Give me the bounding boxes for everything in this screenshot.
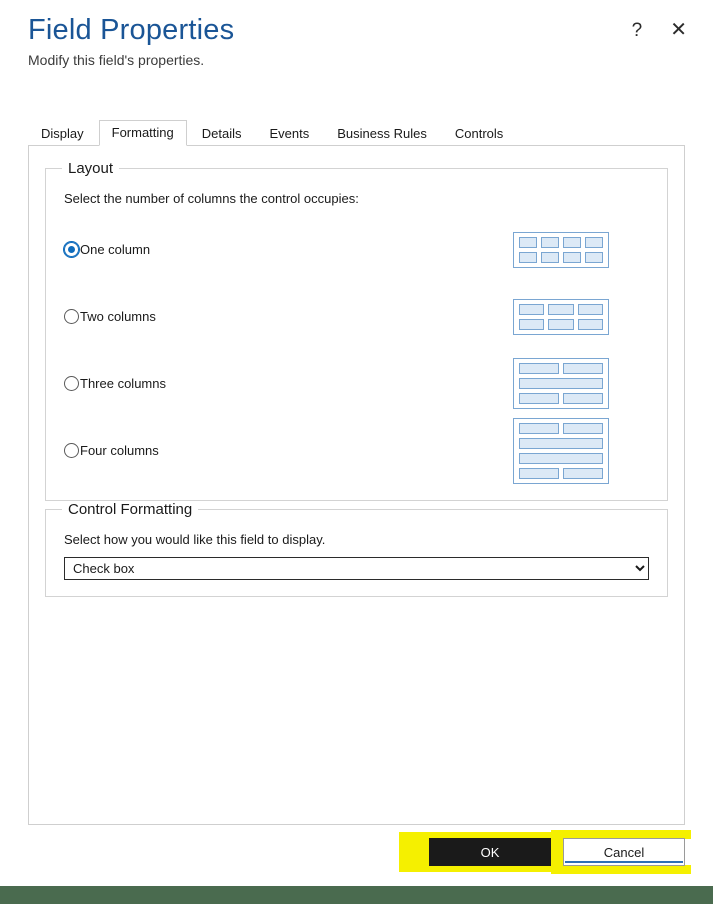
preview-cell — [519, 453, 603, 464]
preview-cell — [563, 393, 603, 404]
tab-events[interactable]: Events — [269, 126, 310, 142]
layout-option-four-columns[interactable] — [60, 417, 653, 484]
radio-icon-two-columns[interactable] — [64, 309, 79, 324]
preview-row — [519, 237, 603, 248]
layout-option-four-columns-label[interactable] — [64, 443, 513, 458]
layout-option-three-columns[interactable] — [60, 350, 653, 417]
header-button-group — [628, 18, 691, 42]
cancel-button[interactable]: Cancel — [563, 838, 685, 866]
layout-preview-two-columns — [513, 299, 609, 335]
ok-button[interactable]: OK — [429, 838, 551, 866]
preview-cell — [578, 304, 603, 315]
preview-row — [519, 468, 603, 479]
dialog-header — [0, 0, 713, 68]
preview-cell — [519, 393, 559, 404]
layout-option-one-column[interactable] — [60, 216, 653, 283]
layout-preview-three-columns — [513, 358, 609, 409]
highlight-cancel-bottom — [551, 865, 691, 874]
control-formatting-select[interactable] — [64, 557, 649, 580]
control-formatting-hint: Select how you would like this field to display. — [64, 532, 326, 548]
layout-option-one-column-text: One column — [80, 242, 151, 258]
layout-option-three-columns-text: Three columns — [80, 376, 166, 392]
help-icon[interactable]: ? — [628, 19, 647, 42]
tab-details[interactable]: Details — [201, 126, 242, 142]
radio-icon-four-columns[interactable] — [64, 443, 79, 458]
control-formatting-group — [45, 501, 668, 597]
preview-row — [519, 304, 603, 315]
preview-cell — [563, 423, 603, 434]
preview-row — [519, 438, 603, 449]
page-subtitle: Modify this field's properties. — [28, 52, 205, 69]
layout-option-two-columns-text: Two columns — [80, 309, 156, 325]
tab-panel-formatting — [28, 146, 685, 825]
layout-group-hint: Select the number of columns the control occupies: — [64, 191, 359, 207]
layout-option-two-columns[interactable] — [60, 283, 653, 350]
preview-cell — [548, 304, 573, 315]
preview-cell — [519, 438, 603, 449]
preview-cell — [519, 319, 544, 330]
preview-row — [519, 252, 603, 263]
preview-cell — [548, 319, 573, 330]
preview-cell — [519, 363, 559, 374]
preview-cell — [563, 363, 603, 374]
tab-business-rules[interactable]: Business Rules — [337, 126, 427, 142]
layout-option-three-columns-label[interactable] — [64, 376, 513, 391]
preview-cell — [519, 378, 603, 389]
preview-cell — [585, 237, 603, 248]
preview-cell — [585, 252, 603, 263]
preview-cell — [578, 319, 603, 330]
close-icon[interactable]: ✕ — [666, 18, 691, 42]
dialog-footer — [0, 832, 713, 872]
preview-cell — [519, 252, 537, 263]
tab-formatting[interactable]: Formatting — [99, 120, 187, 146]
preview-cell — [563, 237, 581, 248]
preview-cell — [541, 237, 559, 248]
preview-cell — [519, 468, 559, 479]
layout-group — [45, 160, 668, 501]
preview-row — [519, 363, 603, 374]
preview-row — [519, 393, 603, 404]
tab-display[interactable]: Display — [41, 126, 84, 142]
layout-option-two-columns-label[interactable] — [64, 309, 513, 324]
preview-row — [519, 453, 603, 464]
taskbar — [0, 886, 713, 904]
preview-row — [519, 423, 603, 434]
layout-option-four-columns-text: Four columns — [80, 443, 159, 459]
layout-group-legend: Layout — [68, 160, 114, 178]
preview-cell — [519, 237, 537, 248]
cancel-underline — [565, 861, 683, 863]
preview-cell — [519, 423, 559, 434]
preview-cell — [563, 468, 603, 479]
tab-strip — [28, 120, 685, 146]
preview-cell — [519, 304, 544, 315]
radio-icon-three-columns[interactable] — [64, 376, 79, 391]
control-formatting-select-wrap — [64, 557, 649, 580]
cancel-button-slot — [563, 838, 685, 866]
preview-row — [519, 319, 603, 330]
layout-preview-four-columns — [513, 418, 609, 484]
control-formatting-legend: Control Formatting — [68, 501, 193, 519]
preview-cell — [563, 252, 581, 263]
ok-button-slot — [429, 838, 551, 866]
tab-area — [28, 120, 685, 146]
layout-preview-one-column — [513, 232, 609, 268]
radio-icon-one-column[interactable] — [64, 242, 79, 257]
page-title: Field Properties — [28, 14, 235, 46]
layout-option-one-column-label[interactable] — [64, 242, 513, 257]
tab-controls[interactable]: Controls — [454, 126, 504, 142]
preview-cell — [541, 252, 559, 263]
preview-row — [519, 378, 603, 389]
